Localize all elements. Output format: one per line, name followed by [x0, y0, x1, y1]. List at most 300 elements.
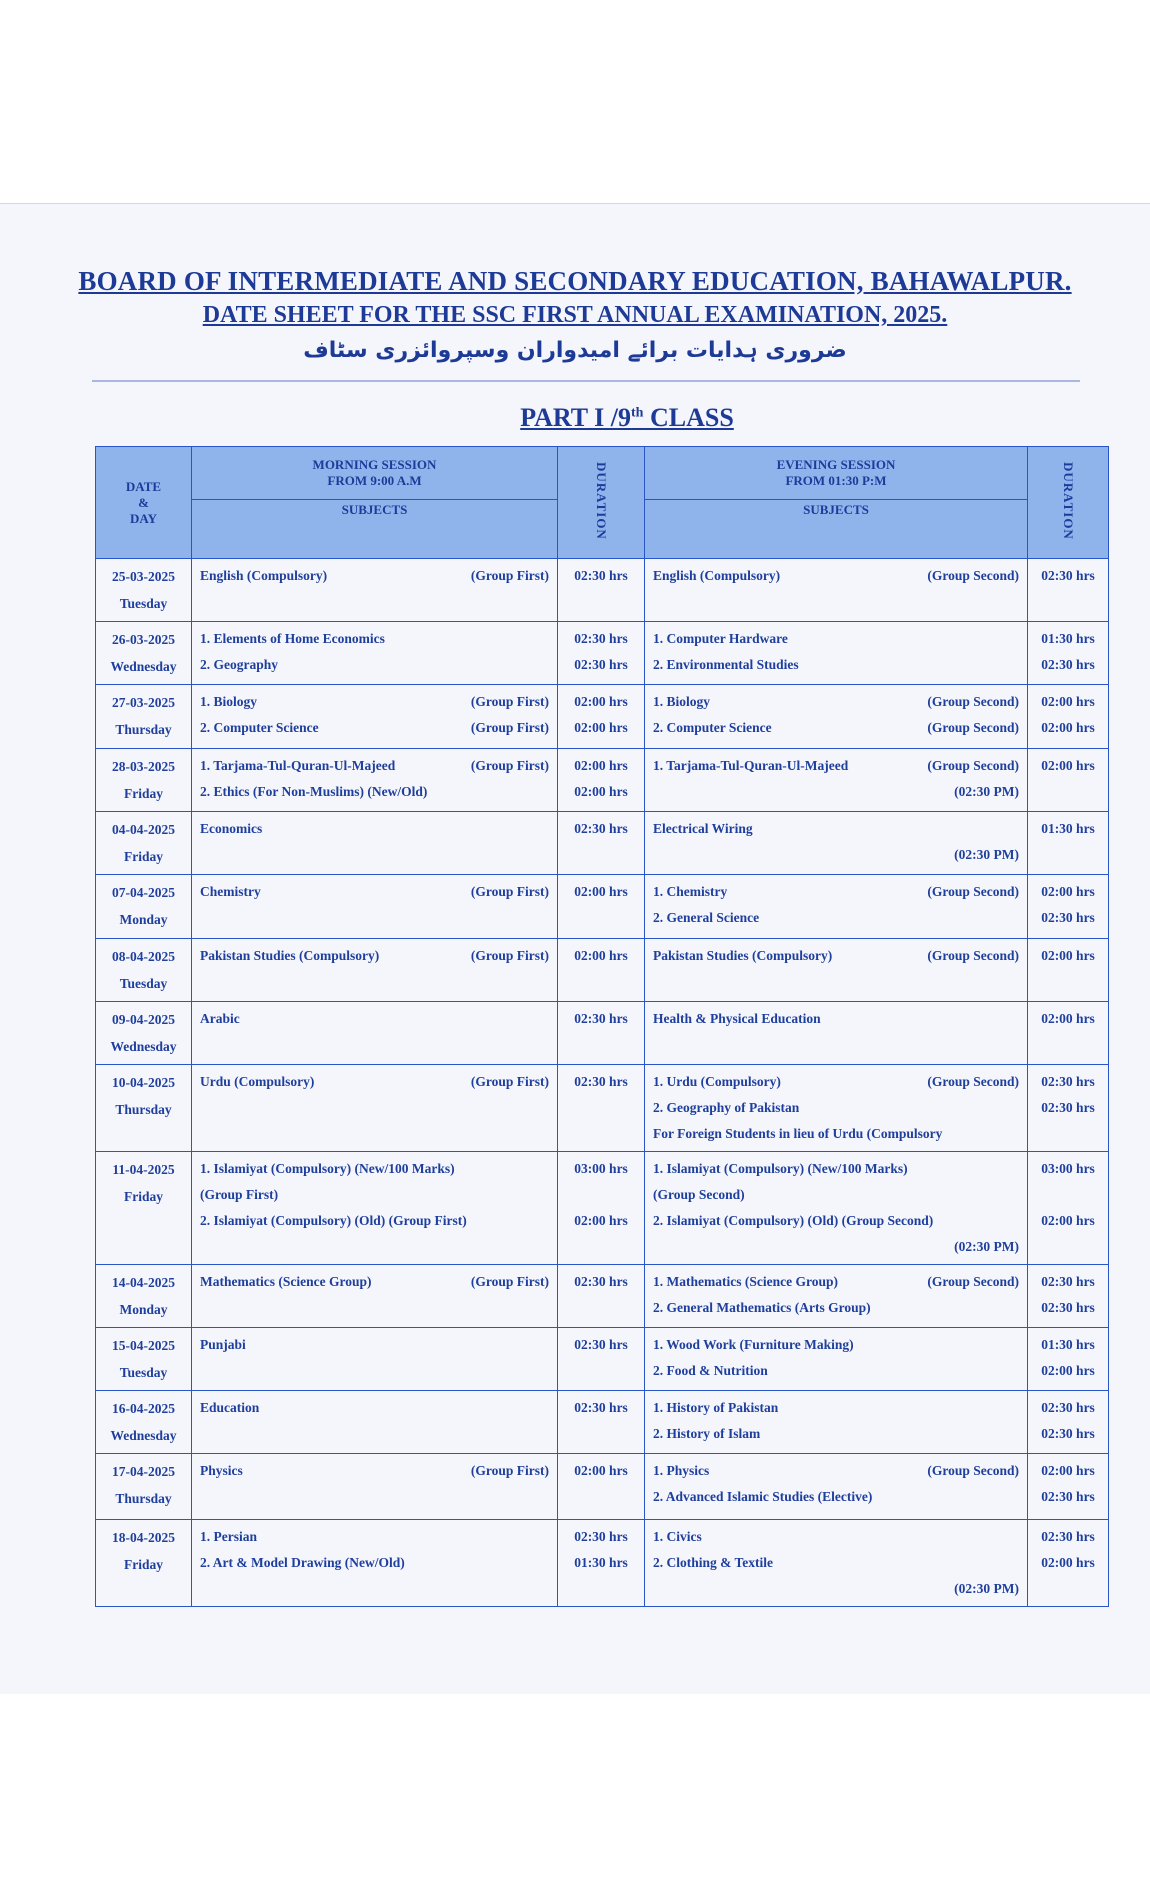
- duration-value: 02:00 hrs: [1041, 758, 1095, 773]
- duration-value: 01:30 hrs: [574, 1555, 628, 1570]
- exam-date: 16-04-2025: [112, 1401, 175, 1416]
- exam-date: 14-04-2025: [112, 1275, 175, 1290]
- morning-subjects-cell: [192, 559, 558, 622]
- subject-line: [200, 715, 549, 741]
- table-row: [96, 749, 1109, 812]
- exam-day: Friday: [124, 786, 163, 801]
- subject-name: 2. Art & Model Drawing (New/Old): [200, 1555, 405, 1570]
- subject-line: [653, 1269, 1019, 1295]
- subject-name: English (Compulsory): [200, 568, 328, 583]
- duration-value: 02:30 hrs: [1041, 1300, 1095, 1315]
- evening-subjects-cell: [645, 749, 1028, 812]
- subject-name: 2. Food & Nutrition: [653, 1363, 768, 1378]
- subject-name: 2. Ethics (For Non-Muslims) (New/Old): [200, 784, 428, 799]
- date-cell: [96, 749, 192, 812]
- exam-day: Wednesday: [110, 659, 177, 674]
- evening-subjects-cell: [645, 1454, 1028, 1520]
- morning-duration-cell: [558, 812, 645, 875]
- evening-duration-cell: [1028, 622, 1109, 685]
- subject-name: 1. Islamiyat (Compulsory) (New/100 Marks): [200, 1161, 455, 1176]
- morning-duration-cell: [558, 875, 645, 939]
- date-sheet-table: [95, 446, 1109, 1607]
- duration-value: [566, 1182, 636, 1208]
- duration-value: 02:00 hrs: [1041, 948, 1095, 963]
- exam-date: 18-04-2025: [112, 1530, 175, 1545]
- date-cell: [96, 1328, 192, 1391]
- duration-value: 02:00 hrs: [1041, 884, 1095, 899]
- subject-line: [653, 715, 1019, 741]
- subject-name: 2. Computer Science: [200, 720, 319, 735]
- subject-line: [200, 652, 549, 678]
- duration-value: 02:30 hrs: [1041, 657, 1095, 672]
- exam-day: Wednesday: [110, 1428, 177, 1443]
- subject-name: Economics: [200, 821, 263, 836]
- date-cell: [96, 685, 192, 749]
- duration-value: 02:00 hrs: [574, 784, 628, 799]
- subject-line: [200, 1524, 549, 1550]
- subject-name: 1. History of Pakistan: [653, 1400, 779, 1415]
- group-label: (Group First): [470, 568, 549, 583]
- evening-subjects-cell: [645, 939, 1028, 1002]
- subject-line: [200, 879, 549, 905]
- subject-line: [200, 816, 549, 842]
- group-label: (Group Second): [927, 720, 1019, 735]
- morning-duration-header: DURATION: [558, 447, 645, 559]
- subject-name: (Group First): [200, 1187, 279, 1202]
- subject-name: 2. Clothing & Textile: [653, 1555, 774, 1570]
- duration-value: 02:30 hrs: [1041, 1489, 1095, 1504]
- subject-name: 1. Islamiyat (Compulsory) (New/100 Marks): [653, 1161, 908, 1176]
- group-label: (Group Second): [927, 694, 1019, 709]
- subject-line: [200, 1395, 549, 1421]
- subject-name: 2. Advanced Islamic Studies (Elective): [653, 1489, 873, 1504]
- subject-name: 2. Environmental Studies: [653, 657, 799, 672]
- table-row: [96, 1454, 1109, 1520]
- morning-subjects-cell: [192, 1265, 558, 1328]
- subject-line: [653, 1295, 1019, 1321]
- date-cell: [96, 1520, 192, 1607]
- exam-day: Friday: [124, 1557, 163, 1572]
- morning-subjects-cell: [192, 875, 558, 939]
- group-label: (Group Second): [927, 1463, 1019, 1478]
- subject-name: 1. Urdu (Compulsory): [653, 1074, 781, 1089]
- table-row: [96, 1328, 1109, 1391]
- subject-line: [200, 1332, 549, 1358]
- exam-date: 26-03-2025: [112, 632, 175, 647]
- evening-duration-cell: [1028, 1002, 1109, 1065]
- subject-name: 1. Chemistry: [653, 884, 728, 899]
- table-row: [96, 559, 1109, 622]
- subject-line: [200, 626, 549, 652]
- evening-subjects-cell: [645, 1328, 1028, 1391]
- exam-day: Monday: [119, 1302, 168, 1317]
- group-label: (Group First): [470, 1274, 549, 1289]
- duration-value: 01:30 hrs: [1041, 821, 1095, 836]
- subject-line: [653, 563, 1019, 589]
- morning-duration-cell: [558, 622, 645, 685]
- table-row: [96, 1391, 1109, 1454]
- date-sheet-subtitle: DATE SHEET FOR THE SSC FIRST ANNUAL EXAMINATION, 2025.: [202, 302, 948, 328]
- duration-value: 02:30 hrs: [574, 1074, 628, 1089]
- group-label: (Group First): [470, 884, 549, 899]
- subject-line: [200, 1208, 549, 1234]
- subject-line: [200, 563, 549, 589]
- subject-line: [653, 1550, 1019, 1576]
- date-cell: [96, 1065, 192, 1152]
- duration-value: 02:30 hrs: [574, 1274, 628, 1289]
- subject-line: [653, 1484, 1019, 1510]
- duration-value: 02:00 hrs: [1041, 1363, 1095, 1378]
- table-row: [96, 1065, 1109, 1152]
- subject-name: 1. Biology: [653, 694, 711, 709]
- table-row: [96, 685, 1109, 749]
- group-label: (Group First): [470, 694, 549, 709]
- duration-value: 02:30 hrs: [574, 631, 628, 646]
- subject-line: [200, 943, 549, 969]
- subject-line: [200, 1156, 549, 1182]
- morning-subjects-cell: [192, 1328, 558, 1391]
- table-row: [96, 812, 1109, 875]
- evening-duration-cell: [1028, 1454, 1109, 1520]
- evening-subjects-cell: [645, 622, 1028, 685]
- duration-value: 02:00 hrs: [1041, 1463, 1095, 1478]
- group-label: (Group First): [470, 758, 549, 773]
- group-label: (Group Second): [927, 948, 1019, 963]
- table-row: [96, 1002, 1109, 1065]
- subject-name: For Foreign Students in lieu of Urdu (Compulsory: [653, 1126, 943, 1141]
- evening-session-header: EVENING SESSION FROM 01:30 P:M: [645, 447, 1028, 500]
- subject-line: [653, 842, 1019, 868]
- group-label: (02:30 PM): [954, 1239, 1019, 1254]
- duration-value: 01:30 hrs: [1041, 631, 1095, 646]
- duration-value: 02:30 hrs: [574, 1011, 628, 1026]
- subject-name: 2. Computer Science: [653, 720, 772, 735]
- table-row: [96, 939, 1109, 1002]
- duration-value: 02:30 hrs: [574, 1337, 628, 1352]
- group-label: (Group First): [470, 948, 549, 963]
- subject-line: [653, 753, 1019, 779]
- evening-subjects-header: SUBJECTS: [645, 500, 1028, 559]
- morning-subjects-cell: [192, 1391, 558, 1454]
- evening-duration-cell: [1028, 812, 1109, 875]
- evening-duration-header: DURATION: [1028, 447, 1109, 559]
- duration-value: 02:00 hrs: [574, 694, 628, 709]
- morning-subjects-cell: [192, 1520, 558, 1607]
- subject-line: [653, 1069, 1019, 1095]
- table-row: [96, 622, 1109, 685]
- subject-line: [200, 753, 549, 779]
- exam-day: Wednesday: [110, 1039, 177, 1054]
- subject-name: 1. Elements of Home Economics: [200, 631, 385, 646]
- group-label: (Group First): [470, 720, 549, 735]
- exam-day: Tuesday: [119, 596, 168, 611]
- subject-line: [653, 1234, 1019, 1260]
- header-divider: [92, 380, 1080, 382]
- duration-value: 02:00 hrs: [574, 758, 628, 773]
- table-row: [96, 1152, 1109, 1265]
- board-title: BOARD OF INTERMEDIATE AND SECONDARY EDUCATION, BAHAWALPUR.: [78, 266, 1072, 296]
- subject-name: Electrical Wiring: [653, 821, 753, 836]
- date-cell: [96, 1454, 192, 1520]
- duration-value: 02:30 hrs: [1041, 1274, 1095, 1289]
- morning-subjects-cell: [192, 812, 558, 875]
- exam-day: Friday: [124, 1189, 163, 1204]
- date-day-header: DATE & DAY: [96, 447, 192, 559]
- subject-line: [653, 1095, 1019, 1121]
- subject-name: 2. General Mathematics (Arts Group): [653, 1300, 871, 1315]
- evening-duration-cell: [1028, 875, 1109, 939]
- duration-value: 02:00 hrs: [574, 948, 628, 963]
- duration-value: 02:30 hrs: [1041, 568, 1095, 583]
- date-cell: [96, 1391, 192, 1454]
- subject-line: [200, 1006, 549, 1032]
- group-label: (Group First): [470, 1074, 549, 1089]
- subject-line: [653, 1182, 1019, 1208]
- evening-duration-cell: [1028, 1520, 1109, 1607]
- subject-name: Punjabi: [200, 1337, 246, 1352]
- subject-line: [653, 879, 1019, 905]
- subject-line: [653, 1006, 1019, 1032]
- duration-value: 02:00 hrs: [1041, 694, 1095, 709]
- evening-subjects-cell: [645, 875, 1028, 939]
- subject-line: [653, 943, 1019, 969]
- morning-subjects-cell: [192, 622, 558, 685]
- subject-name: Mathematics (Science Group): [200, 1274, 372, 1289]
- morning-subjects-cell: [192, 685, 558, 749]
- group-label: (02:30 PM): [954, 847, 1019, 862]
- subject-name: 2. History of Islam: [653, 1426, 761, 1441]
- morning-subjects-cell: [192, 939, 558, 1002]
- evening-subjects-cell: [645, 685, 1028, 749]
- subject-line: [653, 1358, 1019, 1384]
- subject-line: [653, 1156, 1019, 1182]
- subject-line: [200, 1069, 549, 1095]
- exam-day: Thursday: [115, 722, 172, 737]
- group-label: (Group Second): [927, 1074, 1019, 1089]
- evening-duration-cell: [1028, 1065, 1109, 1152]
- morning-duration-cell: [558, 559, 645, 622]
- evening-duration-cell: [1028, 749, 1109, 812]
- duration-value: 02:30 hrs: [574, 657, 628, 672]
- duration-value: 02:00 hrs: [1041, 1011, 1095, 1026]
- exam-day: Tuesday: [119, 976, 168, 991]
- duration-value: 02:00 hrs: [1041, 1555, 1095, 1570]
- duration-value: 03:00 hrs: [1041, 1161, 1095, 1176]
- evening-duration-cell: [1028, 1265, 1109, 1328]
- duration-value: 02:00 hrs: [574, 884, 628, 899]
- subject-name: Urdu (Compulsory): [200, 1074, 315, 1089]
- exam-date: 17-04-2025: [112, 1464, 175, 1479]
- evening-duration-cell: [1028, 939, 1109, 1002]
- table-row: [96, 1265, 1109, 1328]
- exam-date: 28-03-2025: [112, 759, 175, 774]
- morning-subjects-header: SUBJECTS: [192, 500, 558, 559]
- subject-line: [653, 626, 1019, 652]
- exam-date: 09-04-2025: [112, 1012, 175, 1027]
- group-label: (Group Second): [927, 1274, 1019, 1289]
- subject-line: [653, 1421, 1019, 1447]
- exam-date: 15-04-2025: [112, 1338, 175, 1353]
- morning-subjects-cell: [192, 1002, 558, 1065]
- duration-value: 02:30 hrs: [1041, 910, 1095, 925]
- part-heading: PART I /9th CLASS: [520, 403, 734, 432]
- morning-duration-cell: [558, 1065, 645, 1152]
- subject-name: Pakistan Studies (Compulsory): [200, 948, 380, 963]
- date-cell: [96, 1152, 192, 1265]
- subject-name: Pakistan Studies (Compulsory): [653, 948, 833, 963]
- evening-subjects-cell: [645, 1065, 1028, 1152]
- group-label: (Group First): [470, 1463, 549, 1478]
- group-label: (Group Second): [927, 884, 1019, 899]
- date-cell: [96, 1265, 192, 1328]
- subject-line: [653, 652, 1019, 678]
- morning-duration-cell: [558, 685, 645, 749]
- exam-date: 11-04-2025: [112, 1162, 175, 1177]
- subject-name: 2. Geography of Pakistan: [653, 1100, 800, 1115]
- duration-value: [1036, 1182, 1100, 1208]
- subject-line: [200, 1550, 549, 1576]
- evening-subjects-cell: [645, 1520, 1028, 1607]
- evening-duration-cell: [1028, 685, 1109, 749]
- subject-name: Arabic: [200, 1011, 240, 1026]
- duration-value: 02:00 hrs: [1041, 720, 1095, 735]
- subject-name: Chemistry: [200, 884, 261, 899]
- group-label: (02:30 PM): [954, 1581, 1019, 1596]
- subject-name: (Group Second): [653, 1187, 745, 1202]
- morning-subjects-cell: [192, 1152, 558, 1265]
- morning-subjects-cell: [192, 749, 558, 812]
- evening-duration-cell: [1028, 559, 1109, 622]
- duration-value: 02:30 hrs: [1041, 1100, 1095, 1115]
- subject-name: 2. General Science: [653, 910, 760, 925]
- subject-line: [653, 905, 1019, 931]
- evening-subjects-cell: [645, 812, 1028, 875]
- date-cell: [96, 875, 192, 939]
- duration-value: 01:30 hrs: [1041, 1337, 1095, 1352]
- date-cell: [96, 622, 192, 685]
- morning-duration-cell: [558, 1520, 645, 1607]
- morning-duration-cell: [558, 749, 645, 812]
- subject-name: Health & Physical Education: [653, 1011, 821, 1026]
- duration-value: 02:30 hrs: [574, 1400, 628, 1415]
- morning-session-header: MORNING SESSION FROM 9:00 A.M: [192, 447, 558, 500]
- morning-duration-cell: [558, 939, 645, 1002]
- morning-duration-cell: [558, 1265, 645, 1328]
- duration-value: 02:30 hrs: [1041, 1074, 1095, 1089]
- morning-duration-cell: [558, 1328, 645, 1391]
- subject-name: 1. Mathematics (Science Group): [653, 1274, 838, 1289]
- morning-duration-cell: [558, 1152, 645, 1265]
- exam-date: 25-03-2025: [112, 569, 175, 584]
- duration-value: 02:00 hrs: [1041, 1213, 1095, 1228]
- subject-line: [653, 779, 1019, 805]
- exam-date: 07-04-2025: [112, 885, 175, 900]
- subject-line: [200, 1269, 549, 1295]
- evening-duration-cell: [1028, 1391, 1109, 1454]
- evening-duration-cell: [1028, 1152, 1109, 1265]
- date-cell: [96, 939, 192, 1002]
- subject-line: [653, 1395, 1019, 1421]
- morning-duration-cell: [558, 1391, 645, 1454]
- table-row: [96, 1520, 1109, 1607]
- date-cell: [96, 1002, 192, 1065]
- subject-name: English (Compulsory): [653, 568, 781, 583]
- exam-day: Monday: [119, 912, 168, 927]
- exam-date: 04-04-2025: [112, 822, 175, 837]
- table-row: [96, 875, 1109, 939]
- duration-value: 02:00 hrs: [574, 1463, 628, 1478]
- duration-value: 02:30 hrs: [1041, 1426, 1095, 1441]
- morning-subjects-cell: [192, 1454, 558, 1520]
- date-cell: [96, 559, 192, 622]
- date-cell: [96, 812, 192, 875]
- subject-name: 2. Islamiyat (Compulsory) (Old) (Group First): [200, 1213, 467, 1228]
- subject-name: 1. Biology: [200, 694, 258, 709]
- subject-line: [653, 689, 1019, 715]
- subject-name: 1. Persian: [200, 1529, 257, 1544]
- morning-subjects-cell: [192, 1065, 558, 1152]
- subject-line: [653, 1332, 1019, 1358]
- subject-line: [653, 1208, 1019, 1234]
- group-label: (02:30 PM): [954, 784, 1019, 799]
- date-sheet-page: [0, 203, 1150, 1694]
- subject-line: [653, 1458, 1019, 1484]
- morning-duration-cell: [558, 1454, 645, 1520]
- duration-value: 02:00 hrs: [574, 720, 628, 735]
- subject-name: 1. Computer Hardware: [653, 631, 788, 646]
- evening-subjects-cell: [645, 1391, 1028, 1454]
- exam-date: 27-03-2025: [112, 695, 175, 710]
- urdu-instructions-heading: ضروری ہدایات برائے امیدواران وسپروائزری سٹاف: [303, 338, 847, 363]
- subject-name: 1. Wood Work (Furniture Making): [653, 1337, 854, 1352]
- subject-name: 2. Islamiyat (Compulsory) (Old) (Group Second): [653, 1213, 934, 1228]
- duration-value: 02:00 hrs: [574, 1213, 628, 1228]
- duration-value: 02:30 hrs: [574, 568, 628, 583]
- subject-line: [200, 689, 549, 715]
- evening-subjects-cell: [645, 1152, 1028, 1265]
- subject-line: [653, 816, 1019, 842]
- group-label: (Group Second): [927, 758, 1019, 773]
- exam-date: 08-04-2025: [112, 949, 175, 964]
- subject-name: 1. Tarjama-Tul-Quran-Ul-Majeed: [200, 758, 396, 773]
- evening-subjects-cell: [645, 1265, 1028, 1328]
- exam-day: Tuesday: [119, 1365, 168, 1380]
- evening-subjects-cell: [645, 1002, 1028, 1065]
- duration-value: 02:30 hrs: [1041, 1529, 1095, 1544]
- exam-day: Thursday: [115, 1491, 172, 1506]
- morning-duration-cell: [558, 1002, 645, 1065]
- subject-name: 1. Tarjama-Tul-Quran-Ul-Majeed: [653, 758, 849, 773]
- duration-value: 02:30 hrs: [574, 821, 628, 836]
- subject-name: 1. Physics: [653, 1463, 710, 1478]
- exam-day: Friday: [124, 849, 163, 864]
- exam-date: 10-04-2025: [112, 1075, 175, 1090]
- duration-value: 02:30 hrs: [1041, 1400, 1095, 1415]
- exam-day: Thursday: [115, 1102, 172, 1117]
- evening-subjects-cell: [645, 559, 1028, 622]
- subject-line: [200, 1182, 549, 1208]
- subject-line: [653, 1576, 1019, 1602]
- subject-line: [200, 1458, 549, 1484]
- duration-value: 02:30 hrs: [574, 1529, 628, 1544]
- subject-name: 2. Geography: [200, 657, 279, 672]
- subject-line: [653, 1524, 1019, 1550]
- subject-name: Education: [200, 1400, 260, 1415]
- subject-line: [653, 1121, 1019, 1147]
- subject-line: [200, 779, 549, 805]
- group-label: (Group Second): [927, 568, 1019, 583]
- evening-duration-cell: [1028, 1328, 1109, 1391]
